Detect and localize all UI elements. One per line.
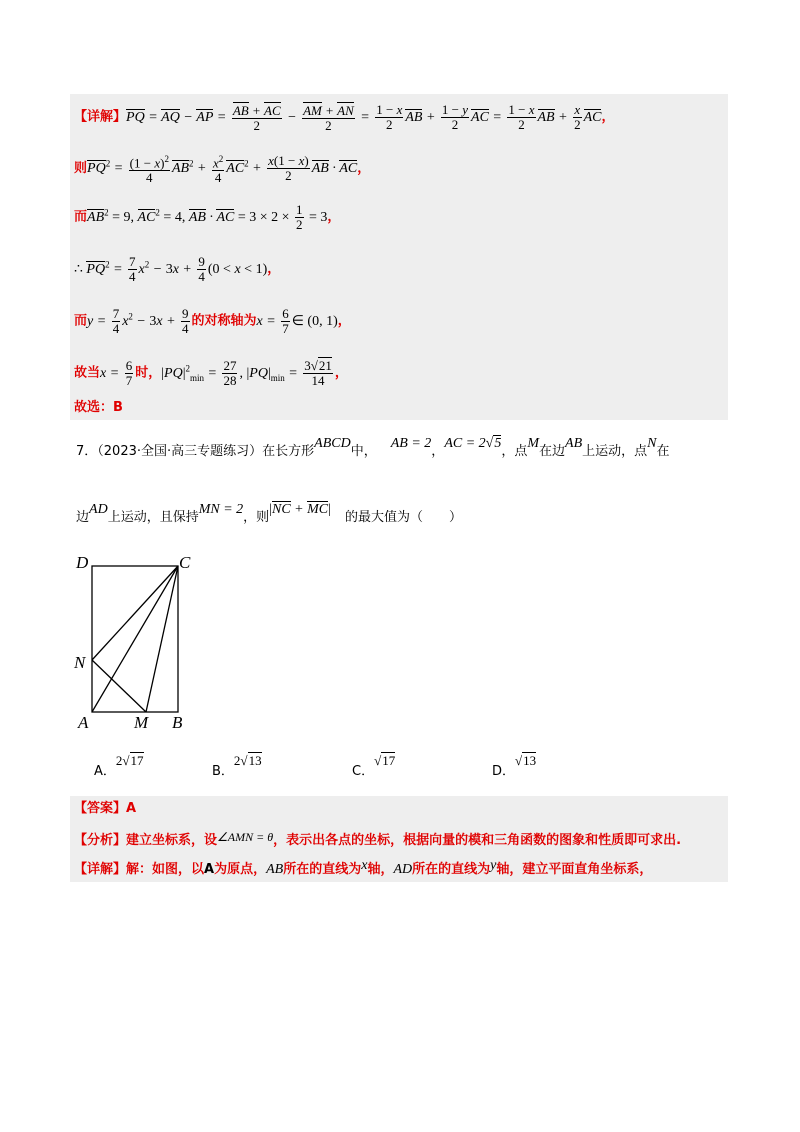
formula-values: $AB^2 = 9$, $AC^2 = 4$, AB · AC = 3 × 2 × $\frac{1}{2}$ = 3 (87, 201, 328, 232)
solution-line-1: 【详解】PQ = AQ − AP = $\frac{AB + AC}{2}$ − $\frac{AM + AN}{2}$ = $\frac{1 - x}{2}$ AB + $\frac{1 - y}{2}$ AC = $\frac{1 - x}{2}$ AB + $\frac{x}{2}$ AC， (74, 102, 615, 133)
segment-nm (92, 660, 146, 712)
detail-line: 【详解】解：如图，以A为原点，AB所在的直线为x轴，AD所在的直线为y轴，建立平面直角坐标系， (74, 858, 653, 877)
question-line-1: 7．（2023·全国·高三专题练习）在长方形ABCD中， AB = 2，AC = 2√5，点M在边AB上运动，点N在 (76, 436, 670, 459)
analysis-line: 【分析】建立坐标系，设∠AMN = θ，表示出各点的坐标，根据向量的模和三角函数的图象和性质即可求出. (74, 830, 682, 848)
formula-pq-quadratic: ∴ $PQ^2$ = $\frac{7}{4}$ $x^2 - 3x$ + $\frac{9}{4}$ (0 < x < 1) (74, 253, 268, 284)
formula-pq-squared: $PQ^2$ = $\frac{(1 - x)^2}{4}$ $AB^2$ + $\frac{x^2}{4}$ $AC^2$ + $\frac{x(1 - x)}{2}$ AB · AC (87, 153, 358, 186)
solution-line-5: 而y = $\frac{7}{4}$ $x^2 - 3x$ + $\frac{9}{4}$ 的对称轴为x = $\frac{6}{7}$ ∈ (0, 1)， (74, 305, 351, 336)
option-b[interactable]: B．2√13 (212, 753, 262, 779)
solution-line-2: 则$PQ^2$ = $\frac{(1 - x)^2}{4}$ $AB^2$ + $\frac{x^2}{4}$ $AC^2$ + $\frac{x(1 - x)}{2}$ AB · AC， (74, 153, 371, 186)
question-line-2: 边AD上运动，且保持MN = 2，则|NC + MC| 的最大值为（ ） (76, 502, 462, 525)
formula-y: y = $\frac{7}{4}$ $x^2 - 3x$ + $\frac{9}{4}$ (87, 305, 189, 336)
segment-ca (92, 566, 178, 712)
formula-axis: x = $\frac{6}{7}$ ∈ (0, 1) (256, 305, 338, 336)
label-m: M (134, 713, 149, 732)
solution-line-4: ∴ $PQ^2$ = $\frac{7}{4}$ $x^2 - 3x$ + $\frac{9}{4}$ (0 < x < 1)， (74, 253, 281, 284)
solution-line-6: 故当x = $\frac{6}{7}$ 时，$|PQ|^2_{min}$ = $\frac{27}{28}$ , $|PQ|_{min}$ = $\frac{3√21}{14}$ ， (74, 357, 348, 388)
solution-line-3: 而$AB^2 = 9$, $AC^2 = 4$, AB · AC = 3 × 2 × $\frac{1}{2}$ = 3， (74, 201, 341, 232)
label-c: C (179, 553, 191, 572)
label-d: D (76, 553, 89, 572)
label-b: B (172, 713, 183, 732)
ac-condition: AC = 2√5 (444, 436, 502, 451)
segment-cn (92, 566, 178, 660)
label-n: N (74, 653, 86, 672)
option-d[interactable]: D．√13 (492, 753, 537, 779)
option-a[interactable]: A．2√17 (94, 753, 144, 779)
segment-cm (146, 566, 178, 712)
formula-pq-decomp: PQ = AQ − AP = $\frac{AB + AC}{2}$ − $\frac{AM + AN}{2}$ = $\frac{1 - x}{2}$ AB + $\frac{1 - y}{2}$ AC = $\frac{1 - x}{2}$ AB + $\frac{x}{2}$ AC (126, 102, 602, 133)
option-c[interactable]: C．√17 (352, 753, 396, 779)
formula-x-value: x = $\frac{6}{7}$ (100, 357, 133, 388)
answer-line: 【答案】A (74, 801, 137, 816)
solution-conclusion: 故选：B (74, 400, 123, 415)
label-a: A (78, 713, 89, 732)
formula-pq-min: $|PQ|^2_{min}$ = $\frac{27}{28}$ , $|PQ|_{min}$ = $\frac{3√21}{14}$ (161, 357, 332, 388)
rectangle-figure (72, 552, 212, 732)
vector-sum-magnitude: |NC + MC| (269, 502, 331, 517)
